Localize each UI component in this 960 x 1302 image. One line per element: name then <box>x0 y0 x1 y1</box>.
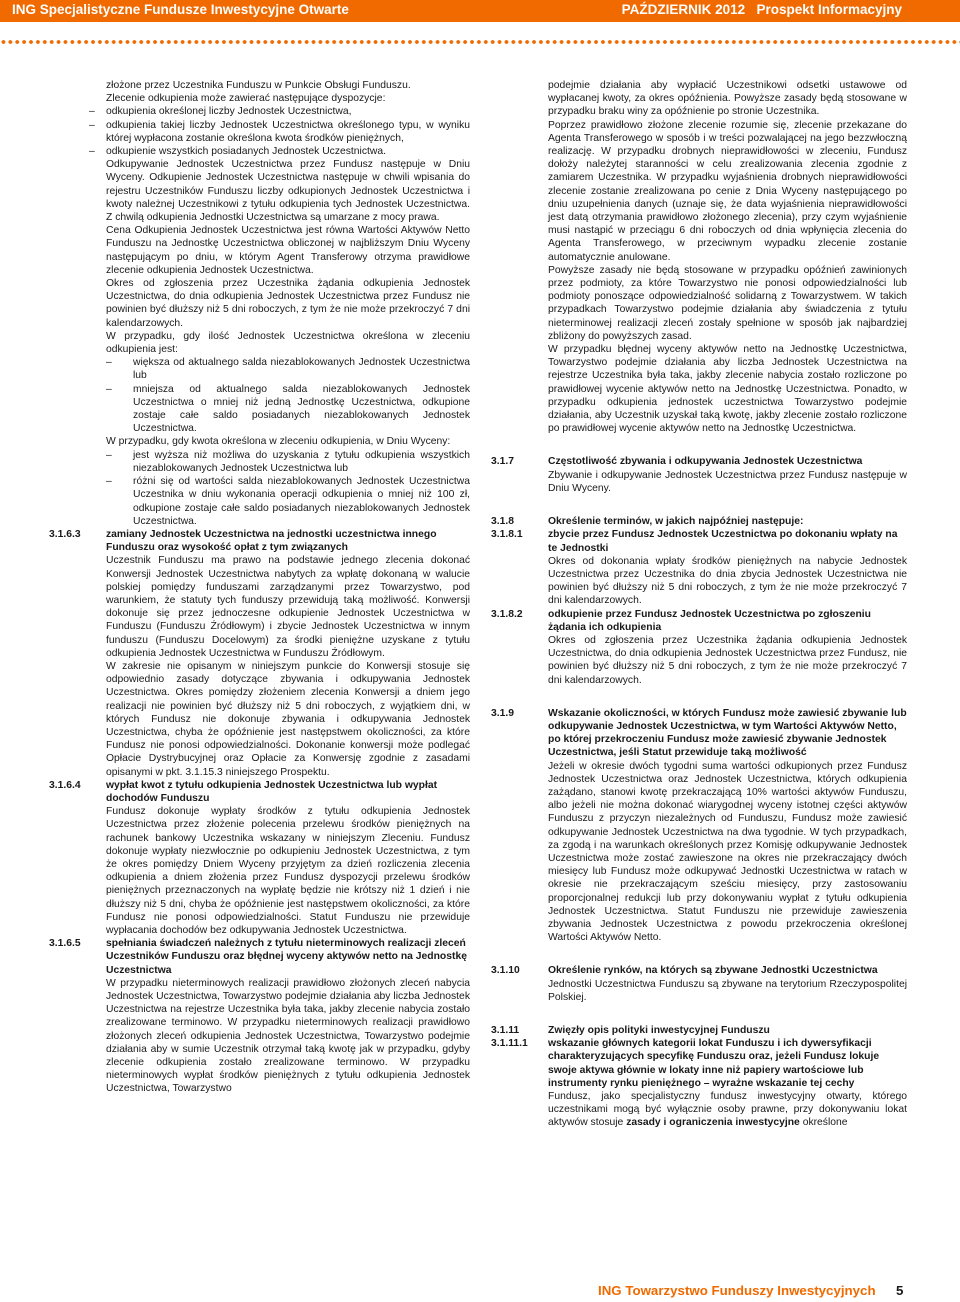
list-item: – odkupienia określonej liczby Jednostek Uczestnictwa, <box>69 105 470 118</box>
paragraph: W przypadku, gdy ilość Jednostek Uczestnictwa określona w zleceniu odkupienia jest: <box>106 330 470 356</box>
document-date-title: PAŹDZIERNIK 2012 Prospekt Informacyjny <box>621 2 902 17</box>
section-title: spełniania świadczeń należnych z tytułu nieterminowych realizacji zleceń Uczestników Funduszu oraz błędnej wyceny aktywów netto na Jednostkę Uczestnictwa <box>106 938 467 976</box>
list-item: – odkupienie wszystkich posiadanych Jednostek Uczestnictwa. <box>69 145 470 158</box>
section-number: 3.1.8 <box>491 516 515 528</box>
section-number: 3.1.9 <box>491 707 515 719</box>
paragraph: Jednostki Uczestnictwa Funduszu są zbywane na terytorium Rzeczypospolitej Polskiej. <box>548 978 907 1003</box>
paragraph: Odkupywanie Jednostek Uczestnictwa przez Fundusz następuje w Dniu Wyceny. Odkupienie Jednostek Uczestnictwa następuje w chwili wpisania do rejestru Uczestników Funduszu liczby odkupionych Jednostek Uczestnictwa i kwoty należnej Uczestnikowi z tytułu odkupienia tych Jednostek Uczestnictwa. Z chwilą odkupienia Jednostki Uczestnictwa są umarzane z mocy prawa. <box>106 159 470 224</box>
paragraph: Okres od zgłoszenia przez Uczestnika żądania odkupienia Jednostek Uczestnictwa, do dnia odkupienia Jednostek Uczestnictwa przez Fundusz nie powinien być dłuższy niż 5 dni roboczych, z tym że nie może przekroczyć 7 dni kalendarzowych. <box>106 278 470 329</box>
section-3-1-8-2 <box>491 608 907 687</box>
section-number: 3.1.10 <box>491 965 520 977</box>
paragraph: Cena Odkupienia Jednostek Uczestnictwa jest równa Wartości Aktywów Netto Funduszu na Jednostkę Uczestnictwa obliczonej w najbliższym Dniu Wyceny następującym po dniu, w którym Agent Transferowy otrzyma prawidłowe zlecenie odkupienia Jednostek Uczestnictwa. <box>106 225 470 276</box>
header-bar <box>0 0 960 22</box>
section-title: zamiany Jednostek Uczestnictwa na jednostki uczestnictwa innego Funduszu oraz wysokość opłat z tym związanych <box>106 528 437 554</box>
paragraph: Jeżeli w okresie dwóch tygodni suma wartości odkupionych przez Fundusz Jednostek Uczestnictwa oraz Jednostek Uczestnictwa, których odkupienia zażądano, stanowi kwotę przekraczającą 10% wartości aktywów Funduszu, albo jeżeli nie można dokonać wiarygodnej wyceny istotnej części aktywów Funduszu z przyczyn niezależnych od Funduszu, Fundusz może zawiesić odkupywanie Jednostek Uczestnictwa na dwa tygodnie. W tych przypadkach, za zgodą i na warunkach określonych przez Komisję odkupywanie Jednostek Uczestnictwa może zostać zawieszone na okres nie przekraczający dwóch miesięcy lub Fundusz może odkupywać Jednostki Uczestnictwa w ratach w okresie nie przekraczającym sześciu miesięcy, przy zastosowaniu proporcjonalnej redukcji lub przy dokonywaniu wypłat z tytułu odkupienia Jednostek Uczestnictwa. Statut Funduszu nie przewiduje zawieszenia zbywania Jednostek Uczestnictwa z powodu przekroczenia określonej Wartości Aktywów Netto. <box>548 760 907 944</box>
paragraph: Powyższe zasady nie będą stosowane w przypadku opóźnień zawinionych przez podmioty, za które Towarzystwo nie ponosi odpowiedzialności lub podmioty ponoszące odpowiedzialność solidarną z Towarzystwem. W takich przypadkach Towarzystwo podejmie działania aby świadczenia z tytułu nieterminowej realizacji zleceń zostały spełnione w sposób jak najbardziej zbliżony do powyższych zasad. <box>548 264 907 342</box>
section-title: Częstotliwość zbywania i odkupywania Jednostek Uczestnictwa <box>548 456 863 468</box>
section-3-1-7 <box>491 455 907 495</box>
page-number: 5 <box>896 1283 904 1298</box>
document-title: ING Specjalistyczne Fundusze Inwestycyjne Otwarte <box>12 2 349 17</box>
right-column <box>491 79 907 1130</box>
list-item: – jest wyższa niż możliwa do uzyskania z tytułu odkupienia wszystkich niezablokowanych Jednostek Uczestnictwa lub <box>49 449 470 475</box>
left-column <box>49 79 470 1096</box>
paragraph <box>548 1090 907 1130</box>
section-3-1-6-4 <box>49 779 470 937</box>
dotted-divider <box>0 38 960 46</box>
section-3-1-10 <box>491 964 907 1004</box>
section-number: 3.1.11 <box>491 1025 520 1036</box>
footer <box>598 1283 904 1298</box>
paragraph: podejmie działania aby wypłacić Uczestnikowi odsetki ustawowe od wypłacanej kwoty, za okres opóźnienia. Powyższe zasady będą stosowane w przypadku braku winy za opóźnienie po stronie Uczestnika. <box>548 80 907 118</box>
paragraph: Zlecenie odkupienia może zawierać następujące dyspozycje: <box>106 93 386 105</box>
section-title: Wskazanie okoliczności, w których Fundusz może zawiesić zbywanie lub odkupywanie Jednostek Uczestnictwa, w tym Wartości Aktywów Netto, po której przekroczeniu Fundusz może zawiesić zbywanie Jednostek Uczestnictwa, jeśli Statut przewiduje taką możliwość <box>548 707 907 759</box>
footer-company: ING Towarzystwo Funduszy Inwestycyjnych <box>598 1283 876 1298</box>
list-item: – różni się od wartości salda niezablokowanych Jednostek Uczestnictwa Uczestnika w dniu wykonania operacji odkupienia o mniej niż 100 zł, odkupione zostaje całe saldo posiadanych niezablokowanych Jednostek Uczestnictwa. <box>49 475 470 528</box>
section-title: odkupienie przez Fundusz Jednostek Uczestnictwa po zgłoszeniu żądania ich odkupienia <box>548 608 871 633</box>
section-title: Określenie rynków, na których są zbywane Jednostki Uczestnictwa <box>548 965 878 977</box>
paragraph-text: określone <box>802 1117 848 1129</box>
section-title: Określenie terminów, w jakich najpóźniej następuje: <box>548 516 804 528</box>
paragraph: W przypadku nieterminowych realizacji prawidłowo złożonych zleceń nabycia Jednostek Uczestnictwa, Towarzystwo podejmie działania aby liczba Jednostek Uczestnictwa na rejestrze Uczestnika była taka, jakby zlecenie nabycia zostało zrealizowane terminowo. W przypadku nieterminowych realizacji prawidłowo złożonych zleceń odkupienia Jednostek Uczestnictwa, Towarzystwo podejmie działania aby w sumie Uczestnik otrzymał taką kwotę jak w przypadku, gdyby zlecenie odkupienia zostało zrealizowane terminowo. W przypadku nieterminowych wypłat środków pieniężnych z tytułu odkupienia Jednostek Uczestnictwa, Towarzystwo <box>106 977 470 1095</box>
section-3-1-11 <box>491 1024 907 1037</box>
section-number: 3.1.6.5 <box>49 938 81 950</box>
section-3-1-8 <box>491 515 907 528</box>
list-item: – odkupienia takiej liczby Jednostek Uczestnictwa określonego typu, w wyniku której wypłacona zostanie określona kwota środków pieniężnych, <box>69 119 470 145</box>
section-3-1-8-1 <box>491 528 907 607</box>
section-title: wskazanie głównych kategorii lokat Funduszu i ich dywersyfikacji charakteryzujących specyfikę Funduszu oraz, jeżeli Fundusz lokuje swoje aktywa głównie w lokaty inne niż papiery wartościowe lub instrumenty rynku pieniężnego – wyrażne wskazanie tej cechy <box>548 1038 880 1089</box>
section-3-1-6-5 <box>49 937 470 1095</box>
paragraph: Uczestnik Funduszu ma prawo na podstawie jednego zlecenia dokonać Konwersji Jednostek Uczestnictwa nabytych za wpłatę dokonaną w walucie polskiej pomiędzy funduszami zarządzanymi przez Towarzystwo, pod warunkiem, że statuty tych funduszy przewidują taką możliwość. Konwersji dokonuje się przez jednoczesne odkupienie Jednostek Uczestnictwa w Funduszu (Funduszu Źródłowym) i zbycie Jednostek Uczestnictwa w innym funduszu (Funduszu Docelowym) za środki pieniężne uzyskane z tytułu odkupienia Jednostek Uczestnictwa w Funduszu Źródłowym. <box>106 555 470 659</box>
section-number: 3.1.8.1 <box>491 529 523 541</box>
paragraph: Okres od zgłoszenia przez Uczestnika żądania odkupienia Jednostek Uczestnictwa, do dnia odkupienia Jednostek Uczestnictwa przez Fundusz, nie powinien być dłuższy niż 5 dni roboczych, z tym że nie może przekroczyć 7 dni kalendarzowych. <box>548 634 907 686</box>
section-title: wypłat kwot z tytułu odkupienia Jednostek Uczestnictwa lub wypłat dochodów Funduszu <box>106 779 438 804</box>
section-title: Zwięzły opis polityki inwestycyjnej Funduszu <box>548 1025 770 1036</box>
list-item: – większa od aktualnego salda niezablokowanych Jednostek Uczestnictwa lub <box>49 356 470 382</box>
paragraph: Zbywanie i odkupywanie Jednostek Uczestnictwa przez Fundusz następuje w Dniu Wyceny. <box>548 469 907 494</box>
section-number: 3.1.7 <box>491 456 515 468</box>
section-3-1-11-1 <box>491 1037 907 1129</box>
paragraph: Okres od dokonania wpłaty środków pieniężnych na nabycie Jednostek Uczestnictwa przez Uczestnika do dnia zbycia Jednostek Uczestnictwa nie powinien być dłuższy niż 5 dni roboczych, z tym że nie może przekroczyć 7 dni kalendarzowych. <box>548 555 907 607</box>
section-3-1-6-3 <box>49 528 470 779</box>
paragraph: W przypadku, gdy kwota określona w zleceniu odkupienia, w Dniu Wyceny: <box>106 436 451 448</box>
paragraph: złożone przez Uczestnika Funduszu w Punkcie Obsługi Funduszu. <box>106 80 411 91</box>
section-title: zbycie przez Fundusz Jednostek Uczestnictwa po dokonaniu wpłaty na te Jednostki <box>548 529 898 554</box>
paragraph: W zakresie nie opisanym w niniejszym punkcie do Konwersji stosuje się odpowiednio zasady dotyczące zbywania i odkupywania Jednostek Uczestnictwa. Okres pomiędzy złożeniem zlecenia Konwersji a dniem jego realizacji nie powinien być dłuższy niż 5 dni roboczych, z wyjątkiem dni, w których Fundusz nie dokonuje zbywania i odkupywania Jednostek Uczestnictwa, chyba że opóźnienie jest następstwem okoliczności, za które Fundusz nie ponosi odpowiedzialności. Dokonanie konwersji może podlegać Opłacie Dystrybucyjnej oraz Opłacie za Konwersję zgodnie z zasadami opisanymi w pkt. 3.1.15.3 niniejszego Prospektu. <box>106 660 470 778</box>
section-number: 3.1.8.2 <box>491 608 523 620</box>
section-3-1-9 <box>491 707 907 945</box>
paragraph: W przypadku błędnej wyceny aktywów netto na Jednostkę Uczestnictwa, Towarzystwo podejmie działania aby liczba Jednostek Uczestnictwa na rejestrze Uczestnika była taka, jakby zlecenie nabycia zostało rozliczone po prawidłowej wycenie aktywów netto na Jednostkę Uczestnictwa. Ponadto, w przypadku odkupienia jednostek uczestnictwa Towarzystwo podejmie działania, aby Uczestnik uzyskał taką kwotę, jakby zlecenie zostało rozliczone po prawidłowej wycenie aktywów netto na Jednostkę Uczestnictwa. <box>548 344 907 435</box>
paragraph: Poprzez prawidłowo złożone zlecenie rozumie się, zlecenie przekazane do Agenta Transferowego w sposób i w treści pozwalającej na jego bezzwłoczną realizację. W przypadku drobnych nieprawidłowości w zleceniu, Fundusz dołoży należytej staranności w celu zrealizowania zlecenia zgodnie z zamiarem Uczestnika. W przypadku wyjaśnienia drobnych nieprawidłowości zlecenie zostanie zrealizowana po cenie z Dnia Wyceny następującego po dniu uzupełnienia danych (uznaje się, że data wyjaśnienia nieprawidłowości jest datą otrzymania prawidłowo złożonego zlecenia), przy czym wyjaśnienie musi nastąpić w przeciągu 6 dni roboczych od dnia wpłynięcia zlecenia do Agenta Transferowego, w przeciwnym wypadku zlecenie zostanie automatycznie anulowane. <box>548 119 907 263</box>
section-number: 3.1.11.1 <box>491 1038 528 1050</box>
list-item: – mniejsza od aktualnego salda niezablokowanych Jednostek Uczestnictwa o mniej niż jedną Jednostkę Uczestnictwa, odkupione zostaje całe saldo posiadanych niezablokowanych Jednostek Uczestnictwa. <box>49 383 470 436</box>
emphasis-text: zasady i ograniczenia inwestycyjne <box>626 1117 800 1129</box>
paragraph-text: Fundusz, jako specjalistyczny fundusz inwestycyjny otwarty, którego uczestnikami mogą być wyłącznie osoby prawne, przy dokonywaniu lokat aktywów stosuje <box>548 1091 907 1129</box>
section-number: 3.1.6.3 <box>49 528 81 540</box>
paragraph: Fundusz dokonuje wypłaty środków z tytułu odkupienia Jednostek Uczestnictwa przez złożenie polecenia przelewu środków pieniężnych na rachunek bankowy Uczestnika wskazany w niniejszym Zleceniu. Fundusz dokonuje wypłaty niezwłocznie po odkupieniu Jednostek Uczestnictwa, z tym że okres pomiędzy Dniem Wyceny przyjętym za dzień rozliczenia zlecenia odkupienia a dniem złożenia przez Fundusz dyspozycji przelewu środków pieniężnych przeznaczonych na wypłatę będzie nie krótszy niż 1 dzień i nie dłuższy niż 5 dni, chyba że opóźnienie jest następstwem okoliczności, za które Fundusz nie ponosi odpowiedzialności. Statut Funduszu nie przewiduje wypłacania dochodów bez odkupywania Jednostek Uczestnictwa. <box>106 806 470 936</box>
section-number: 3.1.6.4 <box>49 779 81 791</box>
